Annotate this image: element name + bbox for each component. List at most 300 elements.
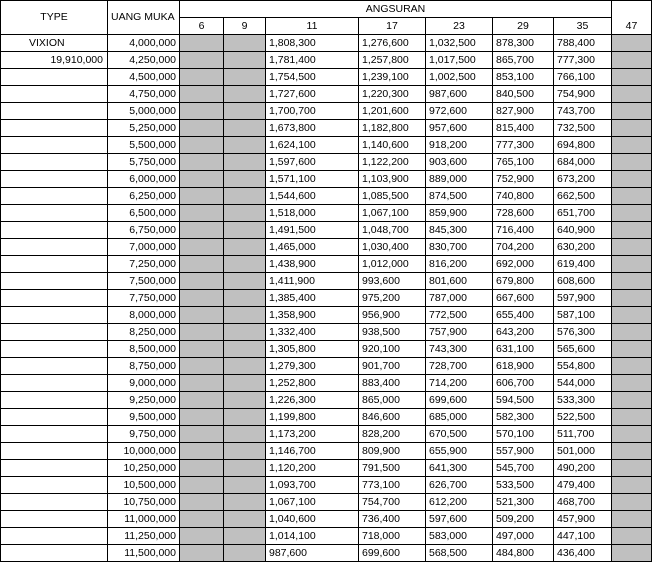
installment-cell-17: 846,600 xyxy=(359,409,426,426)
installment-cell-29: 765,100 xyxy=(493,154,554,171)
installment-cell-17: 1,030,400 xyxy=(359,239,426,256)
down-payment-cell: 8,500,000 xyxy=(108,341,180,358)
installment-cell-17: 754,700 xyxy=(359,494,426,511)
term-header-29: 29 xyxy=(493,18,554,35)
unavailable-cell-9 xyxy=(224,171,266,188)
installment-cell-17: 1,201,600 xyxy=(359,103,426,120)
installment-cell-17: 1,067,100 xyxy=(359,205,426,222)
installment-cell-35: 501,000 xyxy=(554,443,612,460)
term-header-35: 35 xyxy=(554,18,612,35)
installment-cell-11: 1,173,200 xyxy=(266,426,359,443)
installment-cell-17: 865,000 xyxy=(359,392,426,409)
unavailable-cell-9 xyxy=(224,137,266,154)
installment-cell-35: 479,400 xyxy=(554,477,612,494)
table-row xyxy=(1,239,652,256)
unavailable-cell-47 xyxy=(612,426,652,443)
unavailable-cell-9 xyxy=(224,545,266,562)
installment-cell-29: 840,500 xyxy=(493,86,554,103)
type-cell-empty xyxy=(1,137,108,154)
installment-cell-17: 883,400 xyxy=(359,375,426,392)
table-row xyxy=(1,103,652,120)
term-header-11: 11 xyxy=(266,18,359,35)
table-row xyxy=(1,545,652,562)
table-row xyxy=(1,171,652,188)
installment-cell-23: 830,700 xyxy=(426,239,493,256)
installment-cell-23: 1,032,500 xyxy=(426,35,493,52)
unavailable-cell-6 xyxy=(180,460,224,477)
installment-cell-35: 608,600 xyxy=(554,273,612,290)
down-payment-cell: 4,500,000 xyxy=(108,69,180,86)
type-cell-empty xyxy=(1,239,108,256)
down-payment-cell: 7,250,000 xyxy=(108,256,180,273)
installment-cell-17: 699,600 xyxy=(359,545,426,562)
type-cell-empty xyxy=(1,290,108,307)
unavailable-cell-6 xyxy=(180,375,224,392)
installment-cell-23: 1,002,500 xyxy=(426,69,493,86)
installment-cell-35: 522,500 xyxy=(554,409,612,426)
down-payment-cell: 11,250,000 xyxy=(108,528,180,545)
vehicle-type: VIXION xyxy=(1,35,108,52)
installment-cell-35: 662,500 xyxy=(554,188,612,205)
installment-cell-17: 975,200 xyxy=(359,290,426,307)
unavailable-cell-9 xyxy=(224,205,266,222)
installment-cell-35: 554,800 xyxy=(554,358,612,375)
down-payment-cell: 9,000,000 xyxy=(108,375,180,392)
unavailable-cell-9 xyxy=(224,222,266,239)
down-payment-cell: 5,000,000 xyxy=(108,103,180,120)
unavailable-cell-9 xyxy=(224,375,266,392)
unavailable-cell-6 xyxy=(180,239,224,256)
installment-cell-23: 699,600 xyxy=(426,392,493,409)
term-header-47: 47 xyxy=(612,1,652,35)
table-row xyxy=(1,188,652,205)
installment-cell-23: 816,200 xyxy=(426,256,493,273)
unavailable-cell-6 xyxy=(180,494,224,511)
term-header-9: 9 xyxy=(224,18,266,35)
type-cell-empty xyxy=(1,69,108,86)
installment-cell-23: 757,900 xyxy=(426,324,493,341)
installment-cell-11: 1,332,400 xyxy=(266,324,359,341)
table-row xyxy=(1,205,652,222)
installment-cell-11: 1,465,000 xyxy=(266,239,359,256)
installment-cell-29: 631,100 xyxy=(493,341,554,358)
type-cell-empty xyxy=(1,256,108,273)
installment-cell-23: 655,900 xyxy=(426,443,493,460)
type-cell-empty xyxy=(1,324,108,341)
table-row xyxy=(1,256,652,273)
installment-cell-35: 447,100 xyxy=(554,528,612,545)
installment-cell-23: 918,200 xyxy=(426,137,493,154)
unavailable-cell-47 xyxy=(612,358,652,375)
type-cell-empty xyxy=(1,545,108,562)
installment-cell-23: 641,300 xyxy=(426,460,493,477)
unavailable-cell-9 xyxy=(224,188,266,205)
type-cell-empty xyxy=(1,205,108,222)
installment-cell-11: 1,411,900 xyxy=(266,273,359,290)
installment-cell-17: 1,239,100 xyxy=(359,69,426,86)
unavailable-cell-6 xyxy=(180,324,224,341)
installment-cell-35: 511,700 xyxy=(554,426,612,443)
installment-cell-35: 640,900 xyxy=(554,222,612,239)
installment-cell-23: 903,600 xyxy=(426,154,493,171)
unavailable-cell-9 xyxy=(224,409,266,426)
type-cell-empty xyxy=(1,358,108,375)
installment-cell-29: 679,800 xyxy=(493,273,554,290)
type-cell-empty xyxy=(1,307,108,324)
down-payment-cell: 5,250,000 xyxy=(108,120,180,137)
unavailable-cell-9 xyxy=(224,358,266,375)
installment-cell-17: 773,100 xyxy=(359,477,426,494)
installment-cell-17: 1,220,300 xyxy=(359,86,426,103)
down-payment-cell: 10,000,000 xyxy=(108,443,180,460)
unavailable-cell-6 xyxy=(180,120,224,137)
unavailable-cell-6 xyxy=(180,35,224,52)
down-payment-cell: 4,750,000 xyxy=(108,86,180,103)
installment-cell-29: 557,900 xyxy=(493,443,554,460)
installment-cell-23: 597,600 xyxy=(426,511,493,528)
installment-cell-11: 1,040,600 xyxy=(266,511,359,528)
unavailable-cell-6 xyxy=(180,477,224,494)
installment-cell-23: 685,000 xyxy=(426,409,493,426)
table-row xyxy=(1,86,652,103)
table-row xyxy=(1,528,652,545)
installment-cell-35: 766,100 xyxy=(554,69,612,86)
installment-cell-29: 655,400 xyxy=(493,307,554,324)
down-payment-cell: 4,000,000 xyxy=(108,35,180,52)
down-payment-cell: 6,500,000 xyxy=(108,205,180,222)
unavailable-cell-9 xyxy=(224,324,266,341)
installment-cell-23: 583,000 xyxy=(426,528,493,545)
type-cell-empty xyxy=(1,494,108,511)
installment-cell-17: 993,600 xyxy=(359,273,426,290)
down-payment-cell: 4,250,000 xyxy=(108,52,180,69)
table-row xyxy=(1,460,652,477)
unavailable-cell-9 xyxy=(224,239,266,256)
installment-cell-17: 828,200 xyxy=(359,426,426,443)
installment-cell-17: 718,000 xyxy=(359,528,426,545)
type-cell-empty xyxy=(1,426,108,443)
installment-cell-17: 1,257,800 xyxy=(359,52,426,69)
unavailable-cell-6 xyxy=(180,188,224,205)
unavailable-cell-9 xyxy=(224,290,266,307)
installment-cell-17: 1,276,600 xyxy=(359,35,426,52)
down-payment-cell: 5,750,000 xyxy=(108,154,180,171)
unavailable-cell-47 xyxy=(612,545,652,562)
table-row xyxy=(1,392,652,409)
unavailable-cell-47 xyxy=(612,290,652,307)
type-cell-empty xyxy=(1,188,108,205)
installment-cell-35: 457,900 xyxy=(554,511,612,528)
installment-cell-35: 777,300 xyxy=(554,52,612,69)
unavailable-cell-47 xyxy=(612,443,652,460)
installment-cell-29: 484,800 xyxy=(493,545,554,562)
unavailable-cell-47 xyxy=(612,494,652,511)
type-cell-empty xyxy=(1,409,108,426)
unavailable-cell-47 xyxy=(612,239,652,256)
installment-cell-29: 618,900 xyxy=(493,358,554,375)
unavailable-cell-6 xyxy=(180,52,224,69)
installment-cell-29: 570,100 xyxy=(493,426,554,443)
installment-cell-35: 673,200 xyxy=(554,171,612,188)
installment-cell-11: 1,146,700 xyxy=(266,443,359,460)
type-cell-empty xyxy=(1,528,108,545)
installment-cell-23: 972,600 xyxy=(426,103,493,120)
installment-cell-23: 714,200 xyxy=(426,375,493,392)
table-body xyxy=(1,35,652,562)
table-row xyxy=(1,290,652,307)
table-row xyxy=(1,477,652,494)
installment-cell-29: 667,600 xyxy=(493,290,554,307)
installment-cell-11: 1,358,900 xyxy=(266,307,359,324)
unavailable-cell-47 xyxy=(612,324,652,341)
unavailable-cell-9 xyxy=(224,460,266,477)
table-row xyxy=(1,409,652,426)
installment-cell-17: 1,085,500 xyxy=(359,188,426,205)
down-payment-cell: 10,500,000 xyxy=(108,477,180,494)
installment-cell-35: 565,600 xyxy=(554,341,612,358)
unavailable-cell-47 xyxy=(612,35,652,52)
installment-cell-35: 630,200 xyxy=(554,239,612,256)
unavailable-cell-9 xyxy=(224,443,266,460)
installment-cell-23: 772,500 xyxy=(426,307,493,324)
table-row xyxy=(1,273,652,290)
unavailable-cell-47 xyxy=(612,137,652,154)
unavailable-cell-6 xyxy=(180,545,224,562)
unavailable-cell-6 xyxy=(180,86,224,103)
unavailable-cell-9 xyxy=(224,103,266,120)
installment-cell-29: 606,700 xyxy=(493,375,554,392)
installment-cell-23: 957,600 xyxy=(426,120,493,137)
installment-cell-17: 1,182,800 xyxy=(359,120,426,137)
installment-cell-11: 1,093,700 xyxy=(266,477,359,494)
table-row xyxy=(1,443,652,460)
installment-cell-29: 594,500 xyxy=(493,392,554,409)
table-row xyxy=(1,307,652,324)
installment-cell-17: 1,103,900 xyxy=(359,171,426,188)
installment-cell-11: 1,673,800 xyxy=(266,120,359,137)
installment-cell-29: 582,300 xyxy=(493,409,554,426)
table-row xyxy=(1,222,652,239)
unavailable-cell-47 xyxy=(612,120,652,137)
installment-cell-11: 987,600 xyxy=(266,545,359,562)
unavailable-cell-6 xyxy=(180,528,224,545)
installment-cell-29: 752,900 xyxy=(493,171,554,188)
term-header-23: 23 xyxy=(426,18,493,35)
installment-cell-35: 587,100 xyxy=(554,307,612,324)
table-row xyxy=(1,341,652,358)
installment-cell-35: 490,200 xyxy=(554,460,612,477)
table-row xyxy=(1,154,652,171)
installment-cell-29: 777,300 xyxy=(493,137,554,154)
type-cell-empty xyxy=(1,171,108,188)
installment-cell-29: 509,200 xyxy=(493,511,554,528)
installment-cell-29: 827,900 xyxy=(493,103,554,120)
unavailable-cell-47 xyxy=(612,171,652,188)
installment-cell-35: 651,700 xyxy=(554,205,612,222)
installment-cell-11: 1,067,100 xyxy=(266,494,359,511)
installment-cell-11: 1,781,400 xyxy=(266,52,359,69)
installment-cell-17: 1,140,600 xyxy=(359,137,426,154)
installment-cell-17: 736,400 xyxy=(359,511,426,528)
installment-cell-23: 568,500 xyxy=(426,545,493,562)
down-payment-header: UANG MUKA xyxy=(108,1,180,35)
unavailable-cell-47 xyxy=(612,341,652,358)
unavailable-cell-9 xyxy=(224,69,266,86)
installment-cell-23: 612,200 xyxy=(426,494,493,511)
installment-cell-35: 597,900 xyxy=(554,290,612,307)
unavailable-cell-9 xyxy=(224,494,266,511)
type-cell-empty xyxy=(1,375,108,392)
unavailable-cell-47 xyxy=(612,52,652,69)
table-row xyxy=(1,375,652,392)
unavailable-cell-6 xyxy=(180,358,224,375)
installment-cell-29: 692,000 xyxy=(493,256,554,273)
installment-cell-17: 1,012,000 xyxy=(359,256,426,273)
installment-cell-17: 1,122,200 xyxy=(359,154,426,171)
unavailable-cell-6 xyxy=(180,443,224,460)
table-row xyxy=(1,358,652,375)
installment-cell-23: 626,700 xyxy=(426,477,493,494)
installment-cell-29: 643,200 xyxy=(493,324,554,341)
installment-cell-23: 889,000 xyxy=(426,171,493,188)
installment-cell-29: 545,700 xyxy=(493,460,554,477)
unavailable-cell-6 xyxy=(180,409,224,426)
installment-cell-29: 497,000 xyxy=(493,528,554,545)
installment-cell-17: 938,500 xyxy=(359,324,426,341)
installment-cell-17: 809,900 xyxy=(359,443,426,460)
table-row xyxy=(1,494,652,511)
unavailable-cell-9 xyxy=(224,307,266,324)
installment-cell-17: 920,100 xyxy=(359,341,426,358)
installment-cell-29: 728,600 xyxy=(493,205,554,222)
vehicle-price: 19,910,000 xyxy=(1,52,108,69)
table-header xyxy=(1,1,652,35)
unavailable-cell-9 xyxy=(224,528,266,545)
down-payment-cell: 11,000,000 xyxy=(108,511,180,528)
table-row xyxy=(1,426,652,443)
installment-cell-11: 1,199,800 xyxy=(266,409,359,426)
installment-cell-11: 1,597,600 xyxy=(266,154,359,171)
unavailable-cell-9 xyxy=(224,392,266,409)
installment-cell-23: 787,000 xyxy=(426,290,493,307)
installment-cell-11: 1,120,200 xyxy=(266,460,359,477)
installment-cell-11: 1,491,500 xyxy=(266,222,359,239)
installment-cell-29: 853,100 xyxy=(493,69,554,86)
unavailable-cell-47 xyxy=(612,307,652,324)
down-payment-cell: 5,500,000 xyxy=(108,137,180,154)
installment-cell-29: 704,200 xyxy=(493,239,554,256)
unavailable-cell-6 xyxy=(180,103,224,120)
down-payment-cell: 9,750,000 xyxy=(108,426,180,443)
installment-cell-11: 1,438,900 xyxy=(266,256,359,273)
installment-cell-11: 1,700,700 xyxy=(266,103,359,120)
type-cell-empty xyxy=(1,511,108,528)
unavailable-cell-9 xyxy=(224,341,266,358)
unavailable-cell-6 xyxy=(180,205,224,222)
down-payment-cell: 6,250,000 xyxy=(108,188,180,205)
unavailable-cell-9 xyxy=(224,256,266,273)
unavailable-cell-47 xyxy=(612,460,652,477)
unavailable-cell-47 xyxy=(612,69,652,86)
unavailable-cell-47 xyxy=(612,477,652,494)
installment-cell-23: 1,017,500 xyxy=(426,52,493,69)
type-cell-empty xyxy=(1,460,108,477)
installment-cell-11: 1,544,600 xyxy=(266,188,359,205)
unavailable-cell-47 xyxy=(612,188,652,205)
type-cell-empty xyxy=(1,341,108,358)
unavailable-cell-47 xyxy=(612,392,652,409)
type-header: TYPE xyxy=(1,1,108,35)
type-cell-empty xyxy=(1,86,108,103)
installment-cell-17: 956,900 xyxy=(359,307,426,324)
unavailable-cell-47 xyxy=(612,511,652,528)
installment-cell-23: 874,500 xyxy=(426,188,493,205)
unavailable-cell-6 xyxy=(180,222,224,239)
installment-cell-35: 694,800 xyxy=(554,137,612,154)
installment-cell-11: 1,808,300 xyxy=(266,35,359,52)
unavailable-cell-47 xyxy=(612,528,652,545)
down-payment-cell: 7,500,000 xyxy=(108,273,180,290)
installment-cell-11: 1,385,400 xyxy=(266,290,359,307)
installment-cell-35: 743,700 xyxy=(554,103,612,120)
installment-cell-11: 1,279,300 xyxy=(266,358,359,375)
unavailable-cell-47 xyxy=(612,273,652,290)
unavailable-cell-9 xyxy=(224,154,266,171)
type-cell-empty xyxy=(1,443,108,460)
installment-cell-11: 1,305,800 xyxy=(266,341,359,358)
down-payment-cell: 7,750,000 xyxy=(108,290,180,307)
installment-cell-23: 845,300 xyxy=(426,222,493,239)
installment-cell-35: 544,000 xyxy=(554,375,612,392)
table-row xyxy=(1,511,652,528)
unavailable-cell-47 xyxy=(612,375,652,392)
installment-cell-11: 1,754,500 xyxy=(266,69,359,86)
term-header-6: 6 xyxy=(180,18,224,35)
unavailable-cell-9 xyxy=(224,477,266,494)
unavailable-cell-6 xyxy=(180,171,224,188)
installment-cell-35: 468,700 xyxy=(554,494,612,511)
table-row xyxy=(1,69,652,86)
unavailable-cell-47 xyxy=(612,205,652,222)
installment-cell-35: 788,400 xyxy=(554,35,612,52)
installment-cell-11: 1,727,600 xyxy=(266,86,359,103)
table-row xyxy=(1,35,652,52)
unavailable-cell-47 xyxy=(612,409,652,426)
down-payment-cell: 7,000,000 xyxy=(108,239,180,256)
unavailable-cell-6 xyxy=(180,511,224,528)
installment-cell-35: 732,500 xyxy=(554,120,612,137)
down-payment-cell: 8,000,000 xyxy=(108,307,180,324)
down-payment-cell: 9,250,000 xyxy=(108,392,180,409)
unavailable-cell-9 xyxy=(224,120,266,137)
unavailable-cell-47 xyxy=(612,154,652,171)
type-cell-empty xyxy=(1,154,108,171)
installment-cell-23: 670,500 xyxy=(426,426,493,443)
unavailable-cell-6 xyxy=(180,307,224,324)
installment-cell-35: 533,300 xyxy=(554,392,612,409)
table-row xyxy=(1,52,652,69)
installment-cell-35: 576,300 xyxy=(554,324,612,341)
table-row xyxy=(1,137,652,154)
installment-cell-35: 619,400 xyxy=(554,256,612,273)
type-cell-empty xyxy=(1,103,108,120)
unavailable-cell-9 xyxy=(224,35,266,52)
installment-cell-29: 865,700 xyxy=(493,52,554,69)
installment-cell-11: 1,252,800 xyxy=(266,375,359,392)
installment-cell-29: 533,500 xyxy=(493,477,554,494)
unavailable-cell-6 xyxy=(180,137,224,154)
down-payment-cell: 8,750,000 xyxy=(108,358,180,375)
